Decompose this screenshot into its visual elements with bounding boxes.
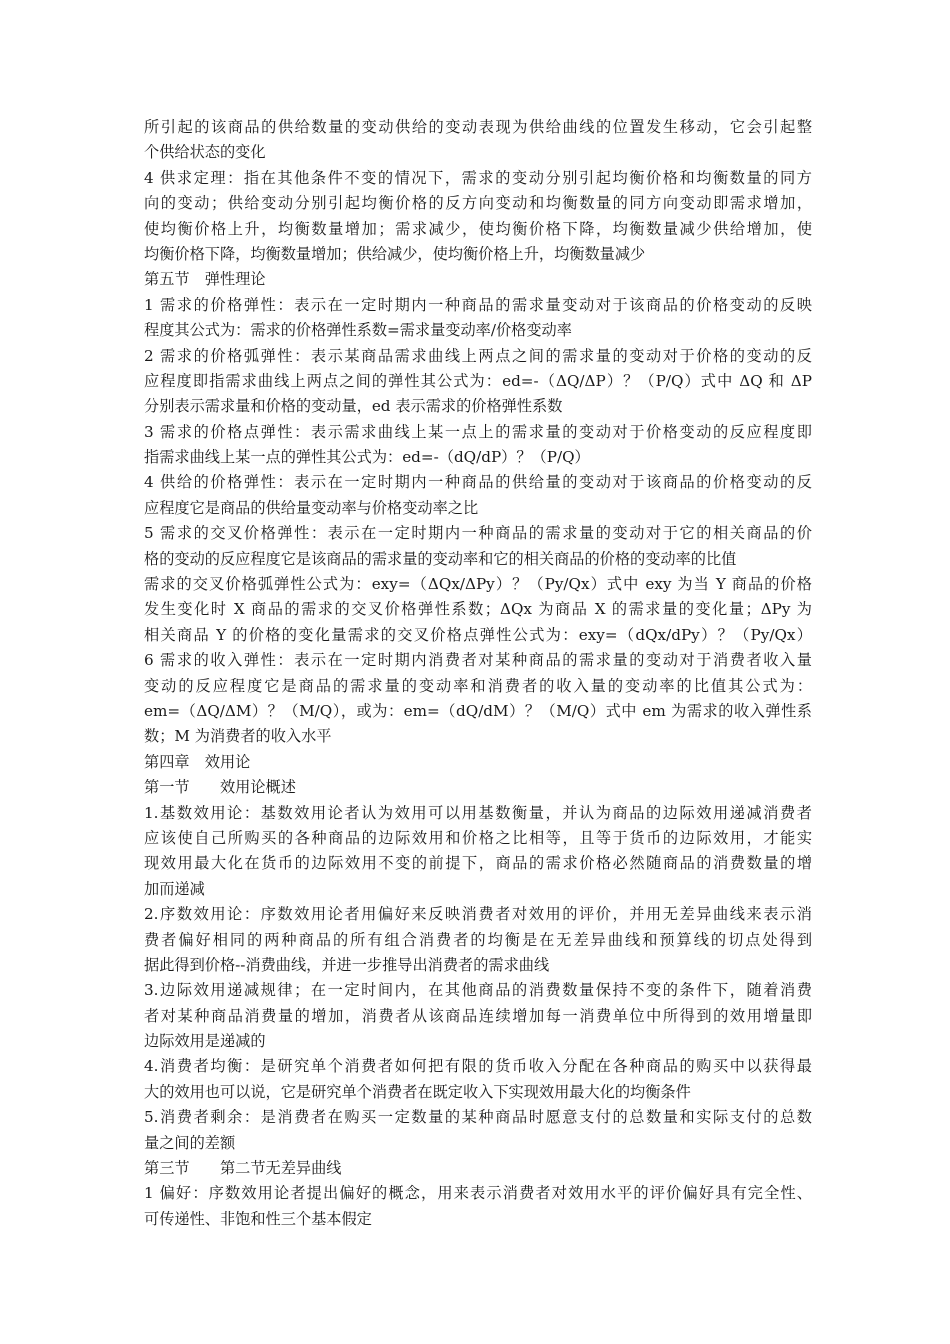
- text-line: 费者偏好相同的两种商品的所有组合消费者的均衡是在无差异曲线和预算线的切点处得到: [144, 930, 812, 949]
- document-body: [144, 115, 812, 1232]
- text-line: 发生变化时 X 商品的需求的交叉价格弹性系数；ΔQx 为商品 X 的需求量的变化量；ΔPy 为: [144, 600, 812, 619]
- text-line: 1 偏好：序数效用论者提出偏好的概念，用来表示消费者对效用水平的评价偏好具有完全性、: [144, 1184, 812, 1203]
- text-line: 变动的反应程度它是商品的需求量的变动率和消费者的收入量的变动率的比值其公式为：: [144, 676, 812, 695]
- text-line: 4.消费者均衡：是研究单个消费者如何把有限的货币收入分配在各种商品的购买中以获得最: [144, 1057, 812, 1076]
- text-line: 格的变动的反应程度它是该商品的需求量的变动率和它的相关商品的价格的变动率的比值: [144, 549, 737, 568]
- text-line: 3.边际效用递减规律；在一定时间内，在其他商品的消费数量保持不变的条件下，随着消费: [144, 981, 812, 1000]
- text-line: 量之间的差额: [144, 1133, 236, 1152]
- section-heading: 第三节 第二节无差异曲线: [144, 1159, 342, 1178]
- text-line: 相关商品 Y 的价格的变化量需求的交叉价格点弹性公式为：exy=（dQx/dPy）？（Py/Qx）: [144, 625, 812, 644]
- text-line: 现效用最大化在货币的边际效用不变的前提下，商品的需求价格必然随商品的消费数量的增: [144, 854, 812, 873]
- text-line: em=（ΔQ/ΔM）？（M/Q），或为：em=（dQ/dM）？（M/Q）式中 em 为需求的收入弹性系: [144, 701, 812, 720]
- text-line: 应程度即指需求曲线上两点之间的弹性其公式为：ed=-（ΔQ/ΔP）？（P/Q）式中 ΔQ 和 ΔP: [144, 371, 812, 390]
- text-line: 4 供给的价格弹性：表示在一定时期内一种商品的供给量的变动对于该商品的价格变动的反: [144, 473, 812, 492]
- text-line: 5 需求的交叉价格弹性：表示在一定时期内一种商品的需求量的变动对于它的相关商品的价: [144, 524, 812, 543]
- text-line: 向的变动；供给变动分别引起均衡价格的反方向变动和均衡数量的同方向变动即需求增加，: [144, 194, 812, 213]
- text-line: 指需求曲线上某一点的弹性其公式为：ed=-（dQ/dP）？（P/Q）: [144, 448, 590, 467]
- text-line: 应程度它是商品的供给量变动率与价格变动率之比: [144, 498, 479, 517]
- text-line: 者对某种商品消费量的增加，消费者从该商品连续增加每一消费单位中所得到的效用增量即: [144, 1006, 812, 1025]
- text-line: 大的效用也可以说，它是研究单个消费者在既定收入下实现效用最大化的均衡条件: [144, 1082, 691, 1101]
- text-line: 6 需求的收入弹性：表示在一定时期内消费者对某种商品的需求量的变动对于消费者收入量: [144, 651, 812, 670]
- text-line: 加而递减: [144, 879, 205, 898]
- text-line: 2.序数效用论：序数效用论者用偏好来反映消费者对效用的评价，并用无差异曲线来表示消: [144, 905, 812, 924]
- text-line: 5.消费者剩余：是消费者在购买一定数量的某种商品时愿意支付的总数量和实际支付的总数: [144, 1108, 812, 1127]
- section-heading: 第五节 弹性理论: [144, 270, 266, 289]
- text-line: 数；M 为消费者的收入水平: [144, 727, 332, 746]
- text-line: 1.基数效用论：基数效用论者认为效用可以用基数衡量，并认为商品的边际效用递减消费者: [144, 803, 812, 822]
- text-line: 3 需求的价格点弹性：表示需求曲线上某一点上的需求量的变动对于价格变动的反应程度即: [144, 422, 812, 441]
- text-line: 需求的交叉价格弧弹性公式为：exy=（ΔQx/ΔPy）？（Py/Qx）式中 exy 为当 Y 商品的价格: [144, 575, 812, 594]
- text-line: 均衡价格下降，均衡数量增加；供给减少，使均衡价格上升，均衡数量减少: [144, 244, 646, 263]
- text-line: 据此得到价格--消费曲线，并进一步推导出消费者的需求曲线: [144, 955, 550, 974]
- text-line: 分别表示需求量和价格的变动量，ed 表示需求的价格弹性系数: [144, 397, 563, 416]
- text-line: 应该使自己所购买的各种商品的边际效用和价格之比相等，且等于货币的边际效用，才能实: [144, 828, 812, 847]
- text-line: 使均衡价格上升，均衡数量增加；需求减少，使均衡价格下降，均衡数量减少供给增加，使: [144, 219, 812, 238]
- text-line: 所引起的该商品的供给数量的变动供给的变动表现为供给曲线的位置发生移动，它会引起整: [144, 118, 812, 136]
- text-line: 边际效用是递减的: [144, 1032, 266, 1051]
- text-line: 个供给状态的变化: [144, 143, 266, 162]
- section-heading: 第一节 效用论概述: [144, 778, 296, 797]
- text-line: 可传递性、非饱和性三个基本假定: [144, 1209, 372, 1228]
- text-line: 程度其公式为：需求的价格弹性系数=需求量变动率/价格变动率: [144, 321, 572, 340]
- text-line: 1 需求的价格弹性：表示在一定时期内一种商品的需求量变动对于该商品的价格变动的反映: [144, 295, 812, 314]
- text-line: 4 供求定理：指在其他条件不变的情况下，需求的变动分别引起均衡价格和均衡数量的同方: [144, 168, 812, 187]
- chapter-heading: 第四章 效用论: [144, 752, 251, 771]
- text-line: 2 需求的价格弧弹性：表示某商品需求曲线上两点之间的需求量的变动对于价格的变动的反: [144, 346, 812, 365]
